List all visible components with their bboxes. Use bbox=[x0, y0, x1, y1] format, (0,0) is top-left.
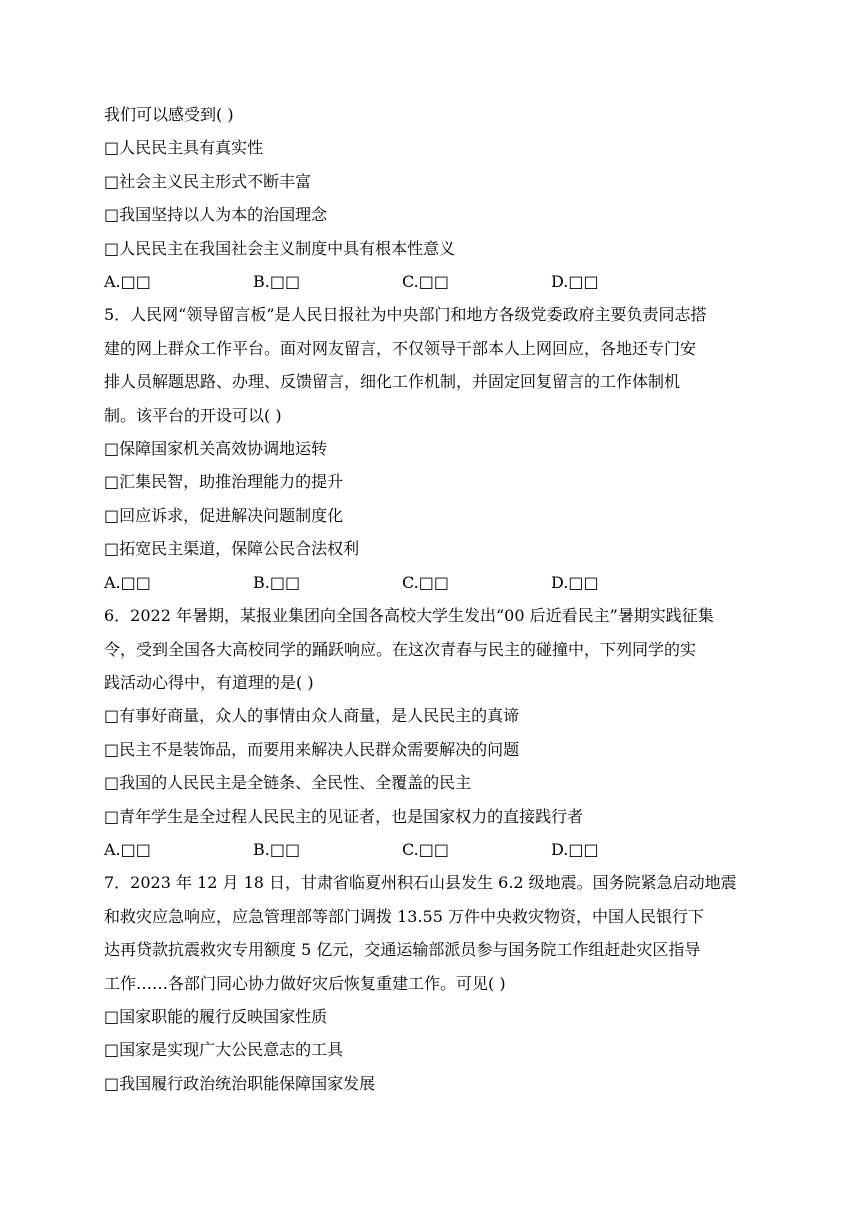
option-b: B.□□ bbox=[253, 839, 301, 859]
question-5-item-3: □回应诉求，促进解决问题制度化 bbox=[104, 505, 344, 525]
question-5-stem-line: 制。该平台的开设可以( ) bbox=[104, 405, 282, 425]
option-a: A.□□ bbox=[104, 272, 151, 292]
option-d: D.□□ bbox=[551, 839, 599, 859]
question-5-stem-line: 5．人民网“领导留言板”是人民日报社为中央部门和地方各级党委政府主要负责同志搭 bbox=[104, 305, 707, 325]
question-4-stem-end: 我们可以感受到( ) bbox=[104, 105, 234, 124]
question-6-stem-line: 令，受到全国各大高校同学的踊跃响应。在这次青春与民主的碰撞中，下列同学的实 bbox=[104, 639, 697, 659]
question-6-item-4: □青年学生是全过程人民民主的见证者，也是国家权力的直接践行者 bbox=[104, 806, 584, 826]
document-content bbox=[104, 98, 756, 1100]
question-5-item-4: □拓宽民主渠道，保障公民合法权利 bbox=[104, 539, 360, 559]
option-c: C.□□ bbox=[402, 572, 449, 592]
question-5-options bbox=[104, 566, 756, 599]
question-6-item-3: □我国的人民民主是全链条、全民性、全覆盖的民主 bbox=[104, 773, 472, 793]
question-4-item-2: □社会主义民主形式不断丰富 bbox=[104, 171, 312, 191]
option-d: D.□□ bbox=[551, 572, 599, 592]
question-4-item-3: □我国坚持以人为本的治国理念 bbox=[104, 205, 328, 225]
question-7-stem-line: 和救灾应急响应，应急管理部等部门调拨 13.55 万件中央救灾物资，中国人民银行下 bbox=[104, 906, 704, 926]
option-a: A.□□ bbox=[104, 839, 151, 859]
option-c: C.□□ bbox=[402, 839, 449, 859]
question-7-stem-line: 7．2023 年 12 月 18 日，甘肃省临夏州积石山县发生 6.2 级地震。国务院紧急启动地震 bbox=[104, 873, 737, 893]
question-4-options bbox=[104, 265, 756, 298]
option-b: B.□□ bbox=[253, 272, 301, 292]
question-5-stem-line: 排人员解题思路、办理、反馈留言，细化工作机制，并固定回复留言的工作体制机 bbox=[104, 372, 681, 392]
option-c: C.□□ bbox=[402, 272, 449, 292]
question-7-item-3: □我国履行政治统治职能保障国家发展 bbox=[104, 1073, 376, 1093]
question-7-stem-line: 达再贷款抗震救灾专用额度 5 亿元，交通运输部派员参与国务院工作组赶赴灾区指导 bbox=[104, 940, 701, 960]
question-6-item-1: □有事好商量，众人的事情由众人商量，是人民民主的真谛 bbox=[104, 706, 520, 726]
option-d: D.□□ bbox=[551, 272, 599, 292]
question-6-item-2: □民主不是装饰品，而要用来解决人民群众需要解决的问题 bbox=[104, 739, 520, 759]
question-6-options bbox=[104, 833, 756, 866]
question-5-item-2: □汇集民智，助推治理能力的提升 bbox=[104, 472, 344, 492]
option-a: A.□□ bbox=[104, 572, 151, 592]
question-7-item-1: □国家职能的履行反映国家性质 bbox=[104, 1006, 328, 1026]
question-5-stem-line: 建的网上群众工作平台。面对网友留言，不仅领导干部本人上网回应，各地还专门安 bbox=[104, 338, 697, 358]
question-6-stem-line: 践活动心得中，有道理的是( ) bbox=[104, 672, 314, 692]
question-4-item-1: □人民民主具有真实性 bbox=[104, 138, 264, 158]
option-b: B.□□ bbox=[253, 572, 301, 592]
question-5-item-1: □保障国家机关高效协调地运转 bbox=[104, 439, 328, 459]
question-6-stem-line: 6．2022 年暑期，某报业集团向全国各高校大学生发出“00 后近看民主”暑期实践征集 bbox=[104, 606, 714, 626]
question-7-stem-line: 工作……各部门同心协力做好灾后恢复重建工作。可见( ) bbox=[104, 973, 506, 993]
question-4-item-4: □人民民主在我国社会主义制度中具有根本性意义 bbox=[104, 238, 456, 258]
question-7-item-2: □国家是实现广大公民意志的工具 bbox=[104, 1040, 344, 1060]
